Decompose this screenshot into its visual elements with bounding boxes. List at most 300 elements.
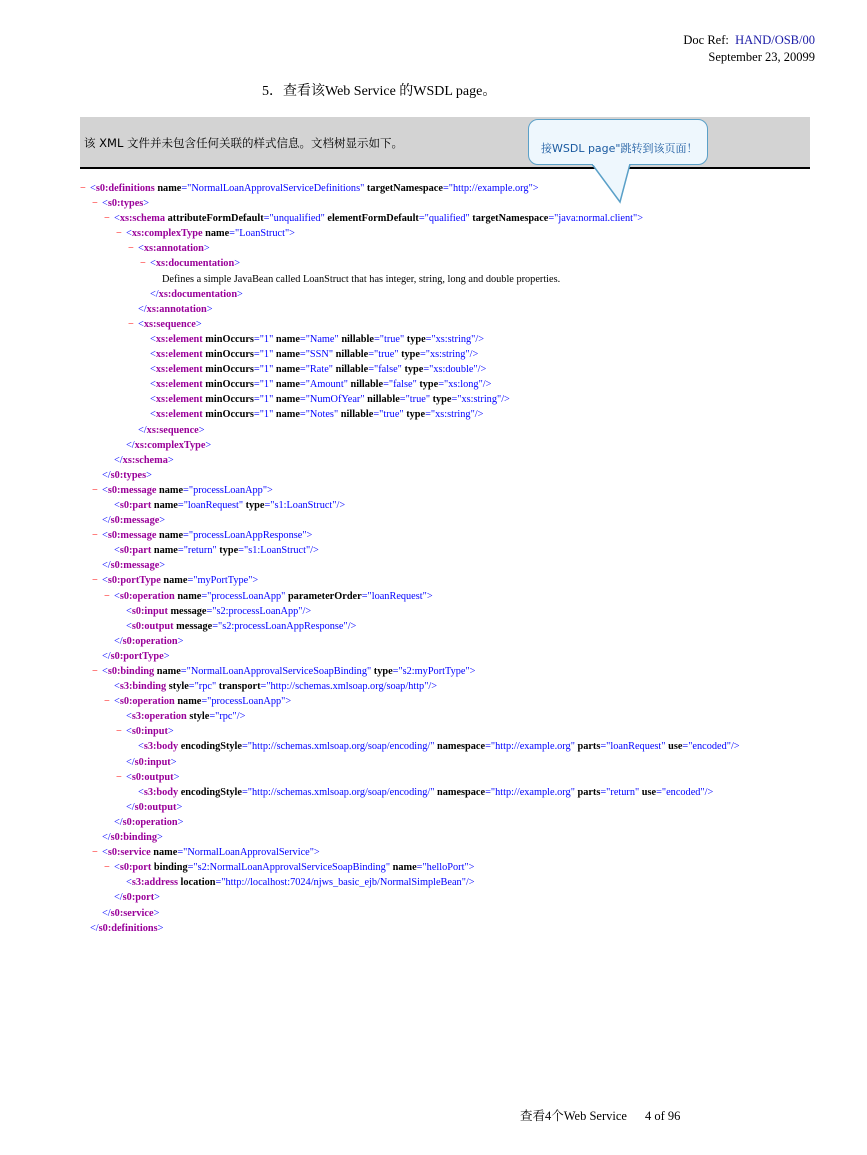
xml-line-content	[114, 453, 174, 468]
xml-attr-value: processLoanAppResponse	[193, 530, 303, 542]
xml-bracket: </	[114, 454, 123, 466]
xml-attr-value: false	[393, 379, 413, 391]
xml-line-content	[114, 634, 183, 649]
xml-attr-value: 1	[263, 409, 270, 421]
xml-tag-name: xs:element	[155, 394, 203, 406]
collapse-toggle-icon[interactable]: −	[128, 318, 134, 330]
xml-attr-value: loanRequest	[610, 741, 662, 753]
xml-bracket: >	[177, 816, 184, 828]
xml-tag-name: xs:element	[155, 409, 203, 421]
xml-line	[0, 770, 867, 785]
xml-attr-name: style	[168, 681, 189, 693]
collapse-toggle-icon[interactable]: −	[128, 243, 134, 255]
xml-line-content	[102, 528, 312, 543]
xml-bracket: "	[269, 379, 274, 391]
xml-bracket: "	[385, 862, 391, 874]
xml-bracket: ="	[299, 379, 310, 391]
xml-attr-value: Amount	[309, 379, 344, 391]
xml-bracket: ="	[548, 213, 559, 225]
xml-bracket: "/>	[496, 394, 510, 406]
xml-bracket: </	[150, 288, 159, 300]
xml-line-content	[102, 483, 273, 498]
xml-bracket: ="	[416, 862, 427, 874]
xml-tag-name: xs:annotation	[146, 303, 207, 315]
xml-bracket: >	[154, 892, 160, 904]
xml-bracket: ="	[485, 786, 496, 798]
xml-tag-name: s0:portType	[110, 650, 164, 662]
xml-bracket: ="	[299, 409, 310, 421]
xml-bracket: >	[234, 258, 240, 270]
xml-attr-value: NormalLoanApprovalServiceSoapBinding	[190, 666, 367, 677]
collapse-toggle-icon[interactable]: −	[92, 575, 98, 587]
xml-bracket: <	[150, 394, 156, 406]
xml-line-content	[126, 755, 177, 770]
xml-bracket: <	[138, 318, 144, 330]
xml-bracket: >	[143, 198, 150, 210]
xml-line-content	[126, 770, 179, 785]
doc-ref-label: Doc Ref:	[683, 33, 729, 47]
xml-attr-name: nillable	[350, 379, 384, 391]
xml-line	[0, 709, 867, 724]
xml-attr-value: processLoanApp	[193, 484, 263, 496]
xml-tag-name: xs:sequence	[146, 424, 199, 436]
xml-bracket: ="	[177, 545, 188, 557]
xml-attr-name: name	[275, 349, 300, 361]
xml-attr-value: http://schemas.xmlsoap.org/soap/encoding/	[251, 741, 431, 753]
xml-attr-name: message	[170, 605, 207, 617]
xml-attr-value: xs:string	[435, 409, 471, 421]
xml-line-content	[102, 649, 170, 664]
xml-line-content	[126, 724, 174, 739]
xml-tag-name: s3:operation	[131, 711, 187, 723]
xml-attr-value: processLoanApp	[211, 590, 282, 602]
xml-attr-name: binding	[153, 862, 188, 874]
collapse-toggle-icon[interactable]: −	[116, 228, 122, 240]
xml-attr-value: LoanStruct	[239, 228, 285, 240]
xml-line-content	[114, 694, 291, 709]
xml-attr-value: processLoanApp	[211, 696, 282, 708]
xml-bracket: ="	[485, 741, 496, 753]
xml-line	[0, 347, 867, 362]
xml-bracket: "	[334, 333, 339, 345]
xml-attr-name: name	[275, 379, 300, 391]
xml-line	[0, 423, 867, 438]
xml-bracket: <	[102, 484, 108, 496]
xml-bracket: "	[465, 213, 470, 225]
xml-line	[0, 604, 867, 619]
xml-tag-name: s0:input	[134, 756, 171, 768]
xml-attr-name: minOccurs	[205, 394, 254, 406]
xml-bracket: ="	[442, 183, 453, 194]
xml-line-content	[90, 921, 163, 936]
collapse-toggle-icon[interactable]: −	[116, 771, 122, 783]
xml-bracket: ="	[299, 349, 310, 361]
xml-bracket: ="	[418, 213, 429, 225]
xml-attr-name: name	[177, 590, 202, 602]
collapse-toggle-icon[interactable]: −	[92, 530, 98, 542]
xml-bracket: ="	[215, 877, 226, 889]
xml-bracket: >	[198, 424, 205, 436]
xml-line	[0, 453, 867, 468]
xml-line	[0, 302, 867, 317]
xml-bracket: ="	[188, 681, 199, 693]
xml-tag-name: xs:complexType	[131, 228, 203, 240]
xml-attr-value: unqualified	[273, 213, 321, 225]
xml-bracket: ="	[209, 711, 220, 723]
xml-line-content	[102, 845, 320, 860]
xml-attr-value: s2:NormalLoanApprovalServiceSoapBinding	[197, 862, 386, 874]
xml-attr-name: nillable	[335, 349, 369, 361]
xml-tag-name: s0:binding	[110, 832, 158, 844]
xml-line	[0, 256, 867, 271]
xml-line	[0, 800, 867, 815]
collapse-toggle-icon[interactable]: −	[104, 862, 110, 874]
xml-attr-value: true	[383, 409, 400, 421]
xml-attr-name: name	[159, 530, 184, 542]
xml-line-content	[114, 815, 183, 830]
xml-bracket: ="	[253, 394, 264, 406]
xml-attr-name: style	[189, 711, 210, 723]
collapse-toggle-icon[interactable]: −	[92, 847, 98, 859]
xml-tag-name: s0:operation	[119, 696, 175, 708]
xml-bracket: ="	[181, 183, 192, 194]
xml-bracket: <	[102, 198, 108, 210]
xml-bracket: ="	[368, 349, 379, 361]
xml-line	[0, 921, 867, 936]
xml-line	[0, 830, 867, 845]
xml-bracket: "/>	[471, 333, 485, 345]
xml-info-message: 该 XML 文件并未包含任何关联的样式信息。文档树显示如下。	[84, 136, 404, 150]
xml-bracket: "	[425, 394, 431, 406]
xml-attr-value: 1	[263, 379, 270, 391]
xml-bracket: <	[126, 726, 132, 738]
xml-line-content	[138, 423, 205, 438]
xml-bracket: >	[206, 303, 213, 315]
xml-tag-name: xs:element	[155, 333, 203, 345]
xml-line	[0, 317, 867, 332]
xml-line-content	[126, 875, 475, 890]
xml-attr-value: s1:LoanStruct	[274, 499, 333, 511]
xml-attr-value: 1	[263, 349, 270, 361]
collapse-toggle-icon[interactable]: −	[92, 666, 98, 677]
xml-bracket: >	[195, 318, 202, 330]
doc-ref-value: HAND/OSB/00	[735, 33, 815, 47]
xml-line-content	[150, 256, 240, 271]
xml-attr-name: name	[153, 545, 178, 557]
xml-bracket: "	[430, 786, 435, 798]
collapse-toggle-icon[interactable]: −	[140, 258, 146, 270]
xml-line	[0, 573, 867, 588]
page-number: 4 of 96	[644, 1109, 681, 1123]
xml-line	[0, 272, 867, 287]
xml-attr-value: rpc	[219, 711, 233, 723]
xml-bracket: "	[366, 666, 372, 677]
xml-attr-value: s2:processLoanApp	[216, 605, 299, 617]
xml-bracket: ="	[383, 379, 394, 391]
xml-bracket: <	[114, 499, 120, 511]
xml-line-content	[138, 317, 202, 332]
xml-line-content	[102, 513, 165, 528]
xml-attr-value: http://example.org	[495, 741, 571, 753]
xml-bracket: >	[170, 756, 177, 768]
xml-bracket: </	[126, 756, 135, 768]
xml-bracket: ="	[238, 545, 249, 557]
xml-line-content	[102, 468, 152, 483]
xml-attr-value: qualified	[428, 213, 466, 225]
xml-bracket: ="	[373, 333, 384, 345]
xml-attr-name: targetNamespace	[366, 183, 443, 194]
collapse-toggle-icon[interactable]: −	[104, 213, 110, 225]
xml-attr-value: 1	[263, 394, 270, 406]
xml-attr-name: message	[176, 620, 213, 632]
xml-line	[0, 438, 867, 453]
xml-tag-name: s0:port	[119, 862, 152, 874]
xml-tag-name: s0:types	[110, 469, 147, 481]
xml-bracket: </	[138, 424, 147, 436]
xml-attr-name: namespace	[437, 741, 486, 753]
xml-bracket: "	[412, 379, 417, 391]
xml-bracket: "	[269, 364, 274, 376]
page-footer	[520, 1106, 680, 1124]
xml-bracket: "	[397, 364, 402, 376]
xml-line-content	[90, 181, 539, 196]
xml-bracket: ">	[262, 484, 273, 496]
xml-bracket: ">	[422, 590, 433, 602]
xml-attr-name: type	[245, 499, 265, 511]
xml-line	[0, 196, 867, 211]
xml-bracket: ="	[201, 590, 212, 602]
xml-line	[0, 287, 867, 302]
xml-line	[0, 619, 867, 634]
xml-attr-name: name	[153, 499, 178, 511]
xml-line-content	[126, 226, 295, 241]
xml-line	[0, 649, 867, 664]
xml-line-content	[102, 573, 258, 588]
xml-bracket: ">	[465, 666, 476, 677]
xml-bracket: "/>	[470, 409, 484, 421]
xml-attr-name: elementFormDefault	[327, 213, 419, 225]
xml-attr-name: name	[153, 847, 178, 859]
xml-bracket: <	[114, 681, 120, 693]
xml-line-content	[114, 211, 643, 226]
xml-bracket: ="	[373, 409, 384, 421]
xml-bracket: "	[570, 786, 575, 798]
xml-tag-name: s0:input	[131, 726, 168, 738]
xml-tag-name: xs:documentation	[158, 288, 238, 300]
xml-bracket: </	[126, 801, 135, 813]
xml-bracket: >	[146, 469, 152, 481]
xml-bracket: ="	[241, 786, 252, 798]
xml-line-content	[150, 362, 486, 377]
xml-line-content	[150, 347, 478, 362]
xml-attr-value: 1	[263, 364, 270, 376]
xml-attr-name: use	[668, 741, 683, 753]
xml-bracket: <	[150, 379, 156, 391]
xml-tag-name: xs:annotation	[143, 243, 204, 255]
xml-attr-value: xs:string	[461, 394, 497, 406]
xml-bracket: "	[661, 741, 666, 753]
xml-tag-name: xs:element	[155, 349, 203, 361]
xml-line	[0, 226, 867, 241]
xml-bracket: "/>	[461, 877, 475, 889]
xml-attr-value: loanRequest	[187, 499, 239, 511]
xml-attr-name: name	[163, 575, 188, 587]
xml-bracket: ="	[425, 333, 436, 345]
xml-bracket: "	[634, 786, 640, 798]
xml-line-content	[102, 830, 163, 845]
xml-attr-value: true	[383, 333, 400, 345]
xml-attr-name: type	[419, 379, 439, 391]
xml-bracket: "	[333, 409, 339, 421]
xml-line	[0, 407, 867, 422]
xml-tag-name: xs:sequence	[143, 318, 196, 330]
xml-bracket: >	[159, 515, 166, 527]
xml-line	[0, 362, 867, 377]
xml-tag-name: s0:message	[107, 530, 157, 542]
xml-attr-name: type	[219, 545, 239, 557]
xml-attr-name: location	[180, 877, 216, 889]
xml-bracket: "	[211, 681, 217, 693]
xml-line-content	[102, 558, 165, 573]
xml-bracket: ="	[368, 364, 379, 376]
xml-bracket: ="	[212, 620, 223, 632]
collapse-toggle-icon[interactable]: −	[104, 696, 110, 708]
xml-bracket: <	[114, 696, 120, 708]
xml-bracket: </	[114, 892, 123, 904]
xml-attr-name: transport	[218, 681, 261, 693]
collapse-toggle-icon[interactable]: −	[92, 484, 98, 496]
xml-attr-value: xs:string	[435, 333, 472, 345]
xml-attr-value: encoded	[692, 741, 727, 753]
xml-bracket: <	[150, 333, 156, 345]
xml-line	[0, 332, 867, 347]
xml-attr-name: nillable	[340, 409, 374, 421]
xml-line	[0, 377, 867, 392]
xml-attr-name: minOccurs	[205, 364, 254, 376]
xml-bracket: <	[150, 364, 156, 376]
xml-bracket: </	[90, 922, 99, 934]
xml-line-content	[126, 800, 182, 815]
xml-line	[0, 679, 867, 694]
xml-bracket: ="	[263, 213, 274, 225]
xml-line	[0, 543, 867, 558]
xml-line	[0, 845, 867, 860]
xml-bracket: <	[102, 530, 108, 542]
xml-bracket: ="	[299, 333, 310, 345]
xml-attr-name: parameterOrder	[287, 590, 362, 602]
xml-bracket: </	[138, 303, 147, 315]
xml-tag-name: s0:part	[119, 545, 152, 557]
collapse-toggle-icon[interactable]: −	[104, 590, 110, 602]
xml-attr-name: encodingStyle	[180, 741, 242, 753]
xml-bracket: ="	[180, 666, 191, 677]
xml-bracket: ="	[241, 741, 252, 753]
xml-line-content	[126, 709, 245, 724]
xml-bracket: ="	[183, 530, 194, 542]
xml-attr-name: name	[205, 228, 230, 240]
xml-line-content	[114, 543, 319, 558]
callout-bubble	[528, 119, 708, 165]
xml-bracket: ="	[187, 862, 198, 874]
xml-bracket: "	[328, 364, 334, 376]
xml-line	[0, 468, 867, 483]
xml-attr-value: NormalLoanApprovalService	[187, 847, 310, 859]
xml-tag-name: s0:service	[107, 847, 151, 859]
xml-tag-name: xs:element	[155, 364, 203, 376]
collapse-toggle-icon[interactable]: −	[80, 183, 86, 194]
xml-line-content	[102, 196, 149, 211]
xml-attr-value: myPortType	[197, 575, 249, 587]
xml-line-content	[138, 241, 210, 256]
xml-bracket: <	[114, 213, 120, 225]
xml-attr-name: name	[156, 666, 181, 677]
xml-attr-value: NormalLoanApprovalServiceDefinitions	[191, 183, 361, 194]
xml-line	[0, 815, 867, 830]
xml-bracket: </	[114, 816, 123, 828]
xml-bracket: ="	[600, 741, 611, 753]
xml-attr-name: type	[401, 349, 420, 361]
xml-attr-value: s2:processLoanAppResponse	[222, 620, 344, 632]
xml-bracket: "	[343, 379, 348, 391]
xml-bracket: >	[205, 439, 212, 451]
xml-attr-value: rpc	[198, 681, 212, 693]
xml-line-content	[126, 438, 211, 453]
xml-bracket: "	[328, 349, 334, 361]
xml-tree	[0, 181, 867, 936]
xml-bracket: "/>	[478, 379, 492, 391]
xml-bracket: ="	[253, 349, 264, 361]
footer-text: 查看4个Web Service	[520, 1109, 627, 1123]
xml-attr-name: attributeFormDefault	[167, 213, 264, 225]
xml-attr-value: true	[409, 394, 426, 406]
xml-bracket: ">	[528, 183, 539, 194]
xml-attr-name: minOccurs	[205, 333, 254, 345]
xml-bracket: <	[126, 771, 132, 783]
xml-line-content	[102, 906, 159, 921]
xml-bracket: <	[138, 243, 144, 255]
xml-tag-name: s0:operation	[122, 635, 178, 647]
xml-attr-value: java:normal.client	[558, 213, 633, 225]
xml-line	[0, 755, 867, 770]
xml-bracket: "	[281, 590, 286, 602]
xml-attr-value: Rate	[309, 364, 329, 376]
xml-bracket: >	[237, 288, 243, 300]
xml-attr-value: http://example.org	[452, 183, 529, 194]
xml-bracket: ="	[229, 228, 240, 240]
xml-line-content	[114, 890, 160, 905]
doc-header	[683, 32, 815, 66]
xml-tag-name: s0:port	[122, 892, 155, 904]
xml-line	[0, 739, 867, 754]
xml-tag-name: xs:schema	[122, 454, 168, 466]
xml-line	[0, 860, 867, 875]
xml-bracket: </	[102, 515, 111, 527]
xml-line	[0, 785, 867, 800]
xml-bracket: <	[102, 847, 108, 859]
xml-attr-value: http://example.org	[495, 786, 571, 798]
xml-line-content	[138, 785, 713, 800]
collapse-toggle-icon[interactable]: −	[116, 726, 122, 738]
xml-bracket: ="	[253, 409, 264, 421]
xml-line	[0, 694, 867, 709]
xml-tag-name: s0:service	[110, 907, 154, 919]
collapse-toggle-icon[interactable]: −	[92, 198, 98, 210]
xml-tag-name: s0:message	[107, 484, 157, 496]
xml-attr-value: loanRequest	[371, 590, 423, 602]
xml-bracket: ">	[248, 575, 259, 587]
xml-bracket: <	[150, 349, 156, 361]
xml-tag-name: xs:documentation	[155, 258, 235, 270]
